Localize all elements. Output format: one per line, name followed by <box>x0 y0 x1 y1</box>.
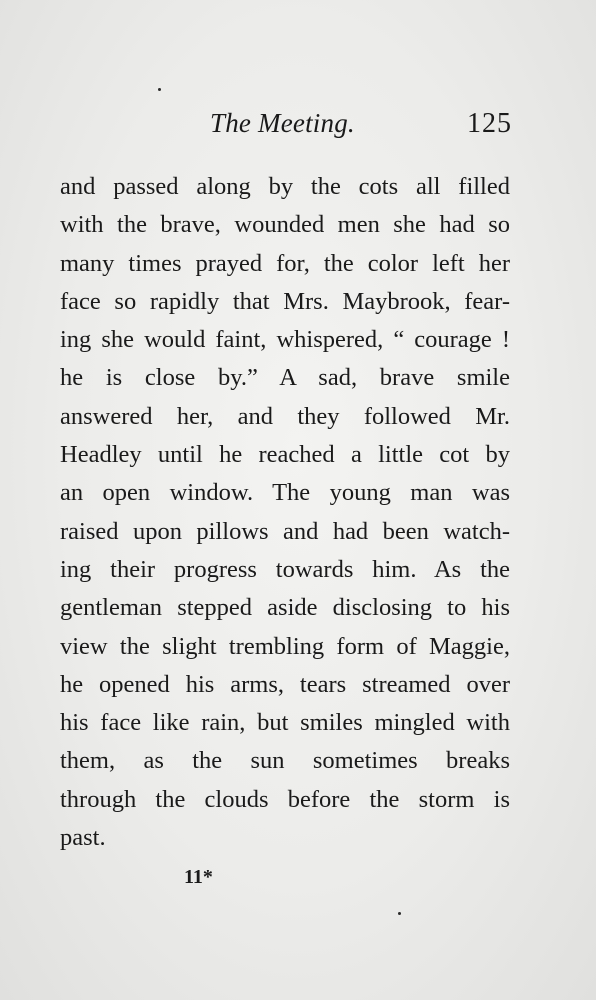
text-line: ing she would faint, whispered, “ courage ! <box>60 326 510 354</box>
body-text <box>60 168 510 857</box>
running-header <box>62 108 512 148</box>
ink-speck <box>158 88 161 91</box>
text-line: through the clouds before the storm is <box>60 785 510 813</box>
text-line: view the slight trembling form of Maggie, <box>60 632 510 660</box>
text-line-last: past. <box>60 824 106 852</box>
text-line: with the brave, wounded men she had so <box>60 211 510 239</box>
text-line: ing their progress towards him. As the <box>60 555 510 583</box>
page-number: 125 <box>467 108 512 139</box>
text-line: them, as the sun sometimes breaks <box>60 747 510 775</box>
ink-speck <box>398 912 401 915</box>
text-line: many times prayed for, the color left her <box>60 249 510 277</box>
text-line: answered her, and they followed Mr. <box>60 402 510 430</box>
text-line: raised upon pillows and had been watch- <box>60 517 510 545</box>
text-line: he is close by.” A sad, brave smile <box>60 364 510 392</box>
text-line: his face like rain, but smiles mingled with <box>60 709 510 737</box>
text-line: face so rapidly that Mrs. Maybrook, fear- <box>60 287 510 315</box>
text-line: gentleman stepped aside disclosing to his <box>60 594 510 622</box>
text-line: and passed along by the cots all filled <box>60 173 510 200</box>
text-line: an open window. The young man was <box>60 479 510 507</box>
running-title: The Meeting. <box>210 108 355 138</box>
signature-mark: 11* <box>184 866 213 888</box>
text-line: he opened his arms, tears streamed over <box>60 670 510 698</box>
text-line: Headley until he reached a little cot by <box>60 441 510 469</box>
